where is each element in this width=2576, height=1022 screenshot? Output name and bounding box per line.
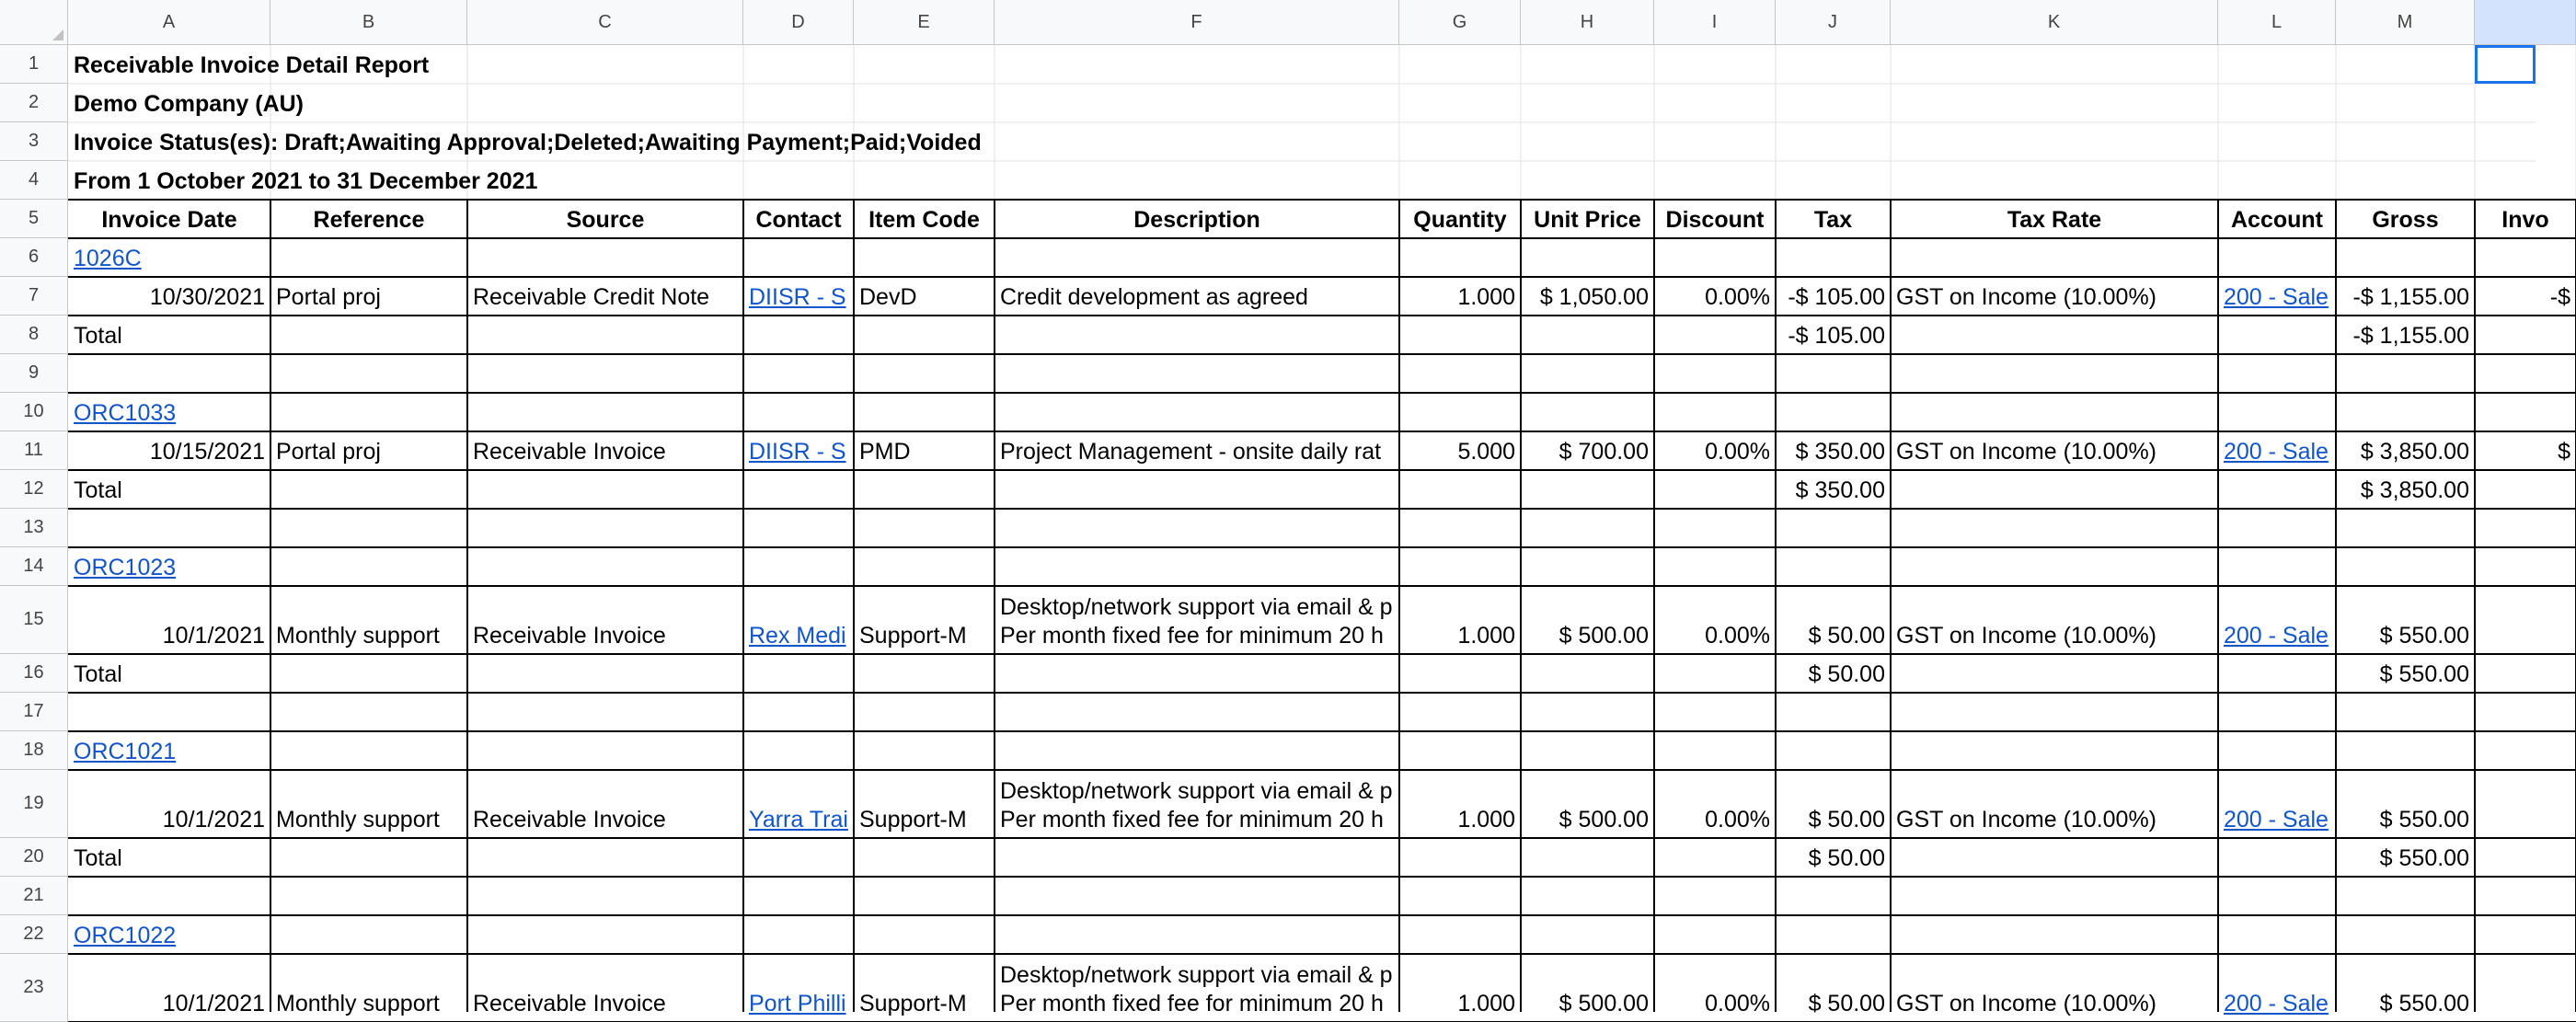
description-line: Per month fixed fee for minimum 20 h	[1000, 623, 1384, 649]
description	[995, 277, 1399, 316]
gross: $ 3,850.00	[2360, 439, 2469, 465]
quantity: 1.000	[1457, 991, 1515, 1016]
contact-link[interactable]: DIISR - S	[749, 284, 846, 310]
description	[995, 954, 1399, 1022]
column-header-f[interactable]: F	[995, 0, 1399, 45]
tax: $ 50.00	[1808, 991, 1885, 1016]
account-link[interactable]: 200 - Sale	[2224, 284, 2329, 310]
invoice-total-partial: -$	[2549, 284, 2570, 310]
tax: $ 50.00	[1808, 807, 1885, 833]
tax-rate: GST on Income (10.00%)	[1896, 991, 2157, 1016]
header-account: Account	[2231, 207, 2323, 233]
column-header-e[interactable]: E	[854, 0, 995, 45]
invoice-date: 10/1/2021	[162, 807, 265, 833]
total-gross: $ 3,850.00	[2360, 477, 2469, 503]
description-line: Per month fixed fee for minimum 20 h	[1000, 991, 1384, 1016]
total-tax: $ 350.00	[1795, 477, 1885, 503]
row-header-13[interactable]: 13	[0, 509, 68, 547]
row-header-9[interactable]: 9	[0, 354, 68, 393]
contact-link[interactable]: Rex Medi	[749, 623, 846, 649]
column-header-i[interactable]: I	[1654, 0, 1776, 45]
column-header-c[interactable]: C	[467, 0, 743, 45]
row-header-15[interactable]: 15	[0, 586, 68, 654]
unit-price: $ 500.00	[1558, 991, 1649, 1016]
reference: Monthly support	[276, 991, 440, 1016]
account-link[interactable]: 200 - Sale	[2224, 807, 2329, 833]
invoice-total-partial: $	[2558, 439, 2570, 465]
account-link[interactable]: 200 - Sale	[2224, 991, 2329, 1016]
row-header-7[interactable]: 7	[0, 277, 68, 316]
source: Receivable Invoice	[473, 807, 666, 833]
invoice-date: 10/30/2021	[149, 284, 265, 310]
contact-link[interactable]: DIISR - S	[749, 439, 846, 465]
invoice-date: 10/1/2021	[162, 991, 265, 1016]
header-tax: Tax	[1813, 207, 1853, 233]
header-tax-rate: Tax Rate	[2007, 207, 2102, 233]
item-code: DevD	[859, 284, 917, 310]
description-line: Project Management - onsite daily rat	[1000, 439, 1382, 465]
total-label: Total	[74, 661, 122, 687]
item-code: PMD	[859, 439, 911, 465]
source: Receivable Invoice	[473, 623, 666, 649]
header-description: Description	[1133, 207, 1260, 233]
invoice-number-link[interactable]: 1026C	[74, 246, 142, 271]
gross: $ 550.00	[2379, 807, 2469, 833]
quantity: 1.000	[1457, 623, 1515, 649]
discount: 0.00%	[1705, 991, 1770, 1016]
tax-rate: GST on Income (10.00%)	[1896, 807, 2157, 833]
description-line: Desktop/network support via email & p	[1000, 778, 1393, 804]
discount: 0.00%	[1705, 807, 1770, 833]
header-item-code: Item Code	[868, 207, 980, 233]
column-header-m[interactable]: M	[2336, 0, 2475, 45]
reference: Monthly support	[276, 807, 440, 833]
description	[995, 586, 1399, 654]
unit-price: $ 500.00	[1558, 623, 1649, 649]
active-cell-selection[interactable]	[2475, 45, 2536, 84]
column-header-j[interactable]: J	[1776, 0, 1891, 45]
row-header-14[interactable]: 14	[0, 547, 68, 586]
description-line: Desktop/network support via email & p	[1000, 594, 1393, 620]
discount: 0.00%	[1705, 439, 1770, 465]
tax-rate: GST on Income (10.00%)	[1896, 284, 2157, 310]
column-header-k[interactable]: K	[1891, 0, 2218, 45]
header-discount: Discount	[1665, 207, 1765, 233]
source: Receivable Invoice	[473, 439, 666, 465]
quantity: 5.000	[1457, 439, 1515, 465]
contact-link[interactable]: Yarra Trai	[749, 807, 848, 833]
reference: Portal proj	[276, 284, 381, 310]
invoice-date: 10/15/2021	[149, 439, 265, 465]
quantity: 1.000	[1457, 807, 1515, 833]
description-line: Desktop/network support via email & p	[1000, 962, 1393, 988]
row-header-5[interactable]: 5	[0, 200, 68, 238]
column-header-a[interactable]: A	[68, 0, 270, 45]
tax: $ 350.00	[1795, 439, 1885, 465]
row-header-23[interactable]: 23	[0, 954, 68, 1022]
invoice-total-partial	[2475, 954, 2576, 1022]
column-header-h[interactable]: H	[1521, 0, 1654, 45]
row-header-19[interactable]: 19	[0, 770, 68, 838]
invoice-number-link[interactable]: ORC1021	[74, 739, 177, 764]
description	[995, 431, 1399, 470]
total-gross: $ 550.00	[2379, 661, 2469, 687]
contact-link[interactable]: Port Philli	[749, 991, 846, 1016]
reference: Portal proj	[276, 439, 381, 465]
tax: -$ 105.00	[1788, 284, 1885, 310]
total-label: Total	[74, 323, 122, 349]
total-label: Total	[74, 845, 122, 871]
row-header-12[interactable]: 12	[0, 470, 68, 509]
row-header-6[interactable]: 6	[0, 238, 68, 277]
row-header-10[interactable]: 10	[0, 393, 68, 431]
gross: $ 550.00	[2379, 991, 2469, 1016]
row-header-11[interactable]: 11	[0, 431, 68, 470]
unit-price: $ 700.00	[1558, 439, 1649, 465]
gross: -$ 1,155.00	[2352, 284, 2469, 310]
header-quantity: Quantity	[1413, 207, 1507, 233]
row-header-8[interactable]: 8	[0, 316, 68, 354]
item-code: Support-M	[859, 991, 967, 1016]
row-header-4[interactable]: 4	[0, 161, 68, 200]
column-header-b[interactable]: B	[270, 0, 467, 45]
invoice-total-partial	[2475, 770, 2576, 838]
tax-rate: GST on Income (10.00%)	[1896, 439, 2157, 465]
item-code: Support-M	[859, 807, 967, 833]
total-tax: -$ 105.00	[1788, 323, 1885, 349]
row-header-3[interactable]: 3	[0, 122, 68, 161]
header-contact: Contact	[755, 207, 842, 233]
tax-rate: GST on Income (10.00%)	[1896, 623, 2157, 649]
invoice-date: 10/1/2021	[162, 623, 265, 649]
report-title: Receivable Invoice Detail Report	[74, 52, 430, 78]
header-unit-price: Unit Price	[1534, 207, 1641, 233]
invoice-number-link[interactable]: ORC1022	[74, 923, 177, 948]
status-filter-text: Invoice Status(es): Draft;Awaiting Approval;Deleted;Awaiting Payment;Paid;Voided	[74, 130, 982, 155]
row-header-2[interactable]: 2	[0, 84, 68, 122]
reference: Monthly support	[276, 623, 440, 649]
header-source: Source	[566, 207, 645, 233]
row-header-18[interactable]: 18	[0, 731, 68, 770]
invoice-number-link[interactable]: ORC1023	[74, 555, 177, 580]
discount: 0.00%	[1705, 623, 1770, 649]
total-tax: $ 50.00	[1808, 845, 1885, 871]
description-line: Per month fixed fee for minimum 20 h	[1000, 807, 1384, 833]
quantity: 1.000	[1457, 284, 1515, 310]
source: Receivable Credit Note	[473, 284, 710, 310]
unit-price: $ 1,050.00	[1539, 284, 1649, 310]
unit-price: $ 500.00	[1558, 807, 1649, 833]
gross: $ 550.00	[2379, 623, 2469, 649]
row-header-20[interactable]: 20	[0, 838, 68, 877]
description-line: Credit development as agreed	[1000, 284, 1308, 310]
column-header-g[interactable]: G	[1399, 0, 1521, 45]
row-header-17[interactable]: 17	[0, 693, 68, 731]
row-header-22[interactable]: 22	[0, 915, 68, 954]
header-invo: Invo	[2501, 207, 2549, 233]
total-gross: $ 550.00	[2379, 845, 2469, 871]
source: Receivable Invoice	[473, 991, 666, 1016]
discount: 0.00%	[1705, 284, 1770, 310]
total-label: Total	[74, 477, 122, 503]
tax: $ 50.00	[1808, 623, 1885, 649]
column-header-l[interactable]: L	[2218, 0, 2336, 45]
invoice-total-partial	[2475, 586, 2576, 654]
total-tax: $ 50.00	[1808, 661, 1885, 687]
row-header-16[interactable]: 16	[0, 654, 68, 693]
invoice-number-link[interactable]: ORC1033	[74, 400, 177, 426]
header-invoice-date: Invoice Date	[101, 207, 237, 233]
column-header-d[interactable]: D	[743, 0, 854, 45]
description	[995, 770, 1399, 838]
header-gross: Gross	[2372, 207, 2439, 233]
row-header-21[interactable]: 21	[0, 877, 68, 915]
row-header-1[interactable]: 1	[0, 45, 68, 84]
account-link[interactable]: 200 - Sale	[2224, 439, 2329, 465]
total-gross: -$ 1,155.00	[2352, 323, 2469, 349]
date-range-text: From 1 October 2021 to 31 December 2021	[74, 168, 538, 194]
company-name: Demo Company (AU)	[74, 91, 305, 117]
account-link[interactable]: 200 - Sale	[2224, 623, 2329, 649]
item-code: Support-M	[859, 623, 967, 649]
header-reference: Reference	[313, 207, 425, 233]
